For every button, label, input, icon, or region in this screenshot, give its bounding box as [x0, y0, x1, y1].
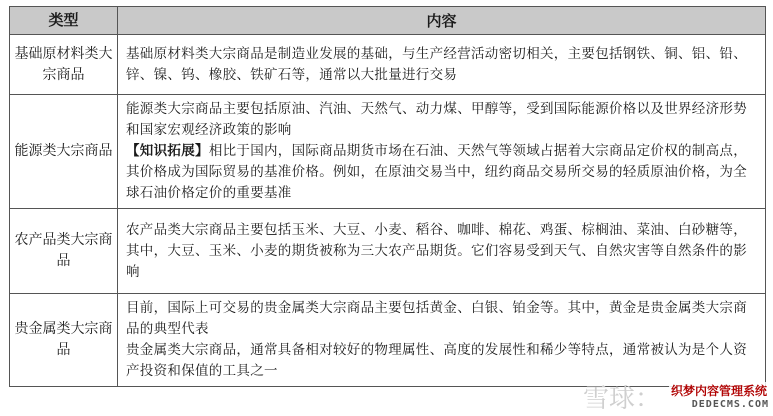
content-paragraph: 能源类大宗商品主要包括原油、汽油、天然气、动力煤、甲醇等，受到国际能源价格以及世界经济形势和国家宏观经济政策的影响 — [126, 101, 747, 138]
commodity-table — [9, 6, 766, 387]
watermark-bottom-text: DEDECMS.COM — [691, 399, 769, 410]
dedecms-watermark — [669, 382, 769, 410]
table-row — [10, 294, 766, 387]
content-paragraph: 农产品类大宗商品主要包括玉米、大豆、小麦、稻谷、咖啡、棉花、鸡蛋、棕榈油、菜油、白砂糖等，其中，大豆、玉米、小麦的期货被称为三大农产品期货。它们容易受到天气、自然灾害等自然条件的影响 — [126, 221, 747, 280]
row-type-cell: 基础原材料类大宗商品 — [10, 35, 118, 95]
watermark-top-text: 织梦内容管理系统 — [670, 384, 767, 398]
header-row — [10, 7, 766, 35]
row-type-cell: 能源类大宗商品 — [10, 95, 118, 209]
row-content-cell — [118, 209, 766, 294]
content-paragraph: 基础原材料类大宗商品是制造业发展的基础，与生产经营活动密切相关，主要包括钢铁、铜、铝、铅、锌、镍、钨、橡胶、铁矿石等，通常以大批量进行交易 — [126, 45, 747, 83]
row-content-cell — [118, 35, 766, 95]
content-paragraph: 目前，国际上可交易的贵金属类大宗商品主要包括黄金、白银、铂金等。其中，黄金是贵金属类大宗商品的典型代表 — [126, 300, 747, 337]
knowledge-extension-label: 【知识拓展】 — [126, 143, 209, 159]
row-content-cell — [118, 294, 766, 387]
row-type-cell: 贵金属类大宗商品 — [10, 294, 118, 387]
row-content-cell — [118, 95, 766, 209]
watermark — [553, 376, 773, 416]
header-type: 类型 — [10, 7, 118, 35]
header-content: 内容 — [118, 7, 766, 35]
table-row — [10, 209, 766, 294]
table-row — [10, 35, 766, 95]
table-row — [10, 95, 766, 209]
content-paragraph: 贵金属类大宗商品，通常具备相对较好的物理属性、高度的发展性和稀少等特点，通常被认为是个人资产投资和保值的工具之一 — [126, 342, 747, 379]
xueqiu-logo-watermark: 雪球： — [582, 383, 661, 414]
knowledge-extension-text: 相比于国内，国际商品期货市场在石油、天然气等领域占据着大宗商品定价权的制高点，其价格成为国际贸易的基准价格。例如，在原油交易当中，纽约商品交易所交易的轻质原油价格，为全球石油价格定价的重要基准 — [126, 143, 748, 201]
row-type-cell: 农产品类大宗商品 — [10, 209, 118, 294]
knowledge-extension — [126, 141, 757, 204]
